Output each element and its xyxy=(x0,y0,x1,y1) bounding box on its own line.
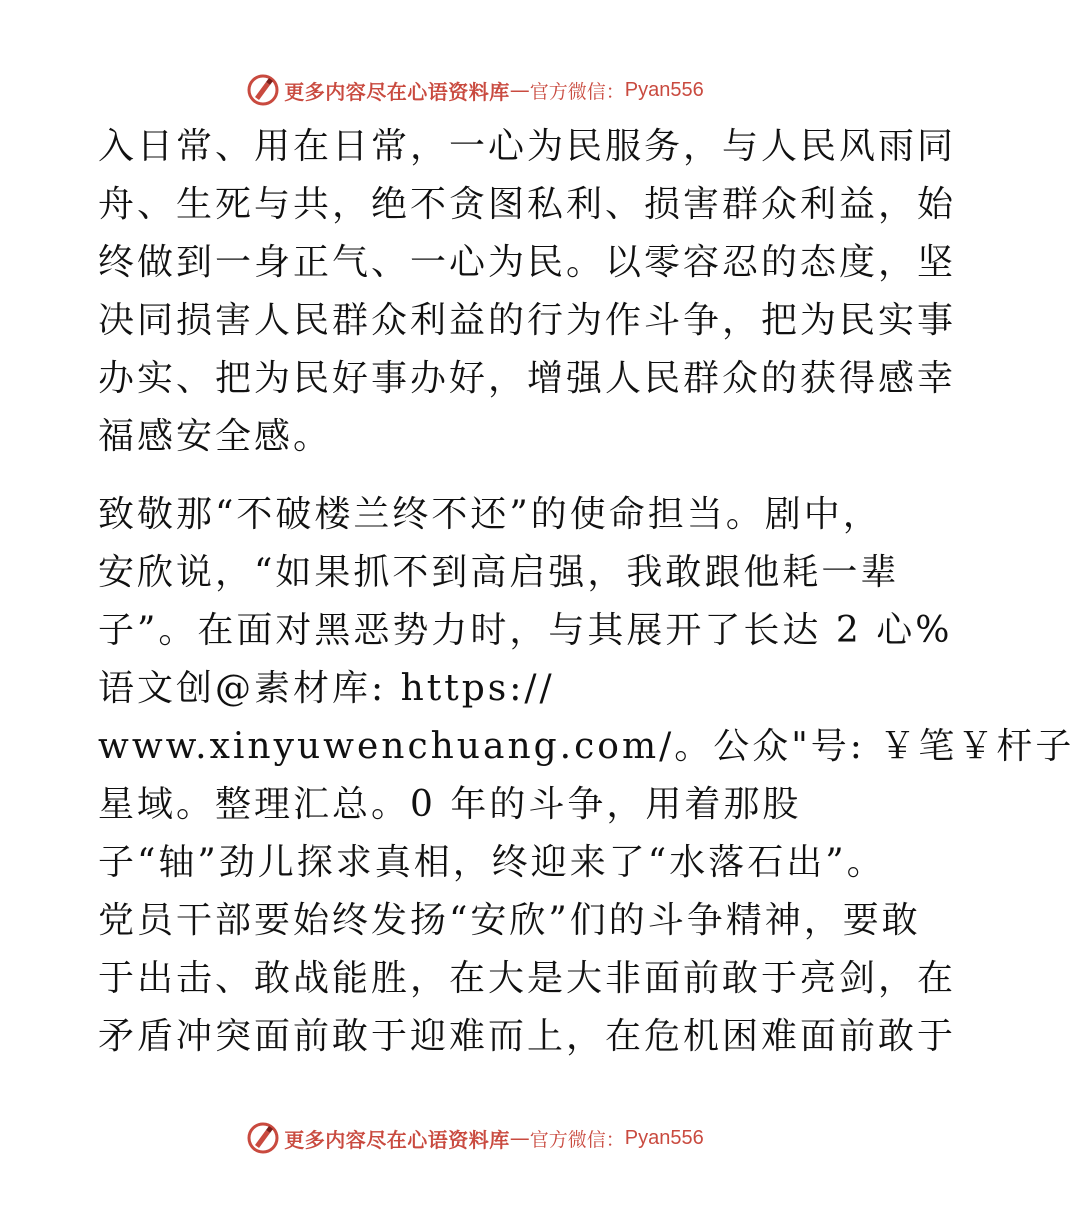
header-watermark-banner xyxy=(0,70,950,110)
banner-wechat-id: Pyan556 xyxy=(624,78,704,101)
text-line: 于出击、敢战能胜，在大是大非面前敢于亮剑，在 xyxy=(98,958,957,999)
text-line: 安欣说，“如果抓不到高启强，我敢跟他耗一辈 xyxy=(98,552,900,593)
banner-separator: — xyxy=(509,1126,530,1150)
text-line: 办实、把为民好事办好，增强人民群众的获得感幸 xyxy=(98,358,957,399)
text-line: 终做到一身正气、一心为民。以零容忍的态度，坚 xyxy=(98,242,957,283)
text-line: 舟、生死与共，绝不贪图私利、损害群众利益，始 xyxy=(98,184,957,225)
paragraph-gap xyxy=(98,466,858,486)
text-line: 星域。整理汇总。0 年的斗争，用着那股 xyxy=(98,784,802,825)
banner-text: 更多内容尽在心语资料库 xyxy=(284,1127,510,1152)
text-line: 致敬那“不破楼兰终不还”的使命担当。剧中， xyxy=(98,494,882,535)
banner-wechat-label: 官方微信： xyxy=(529,80,625,103)
brand-logo-icon xyxy=(246,73,280,107)
banner-text: 更多内容尽在心语资料库 xyxy=(284,79,510,104)
text-line: 子”。在面对黑恶势力时，与其展开了长达 2 心% xyxy=(98,610,953,651)
document-body xyxy=(98,118,1074,1066)
brand-logo-icon xyxy=(246,1121,280,1155)
banner-wechat-label: 官方微信： xyxy=(529,1128,625,1151)
text-line: 语文创@素材库: https:// xyxy=(98,668,555,709)
text-line: 党员干部要始终发扬“安欣”们的斗争精神，要敢 xyxy=(98,900,921,941)
banner-separator: — xyxy=(509,78,530,102)
text-line: 入日常、用在日常，一心为民服务，与人民风雨同 xyxy=(98,126,957,167)
banner-wechat-id: Pyan556 xyxy=(624,1126,704,1149)
text-line: 决同损害人民群众利益的行为作斗争，把为民实事 xyxy=(98,300,957,341)
text-line: 福感安全感。 xyxy=(98,416,333,457)
text-line: www.xinyuwenchuang.com/。公众"号: ￥笔￥杆子 xyxy=(98,726,1074,767)
text-line: 矛盾冲突面前敢于迎难而上，在危机困难面前敢于 xyxy=(98,1016,957,1057)
footer-watermark-banner xyxy=(0,1118,950,1158)
text-line: 子“轴”劲儿探求真相，终迎来了“水落石出”。 xyxy=(98,842,886,883)
